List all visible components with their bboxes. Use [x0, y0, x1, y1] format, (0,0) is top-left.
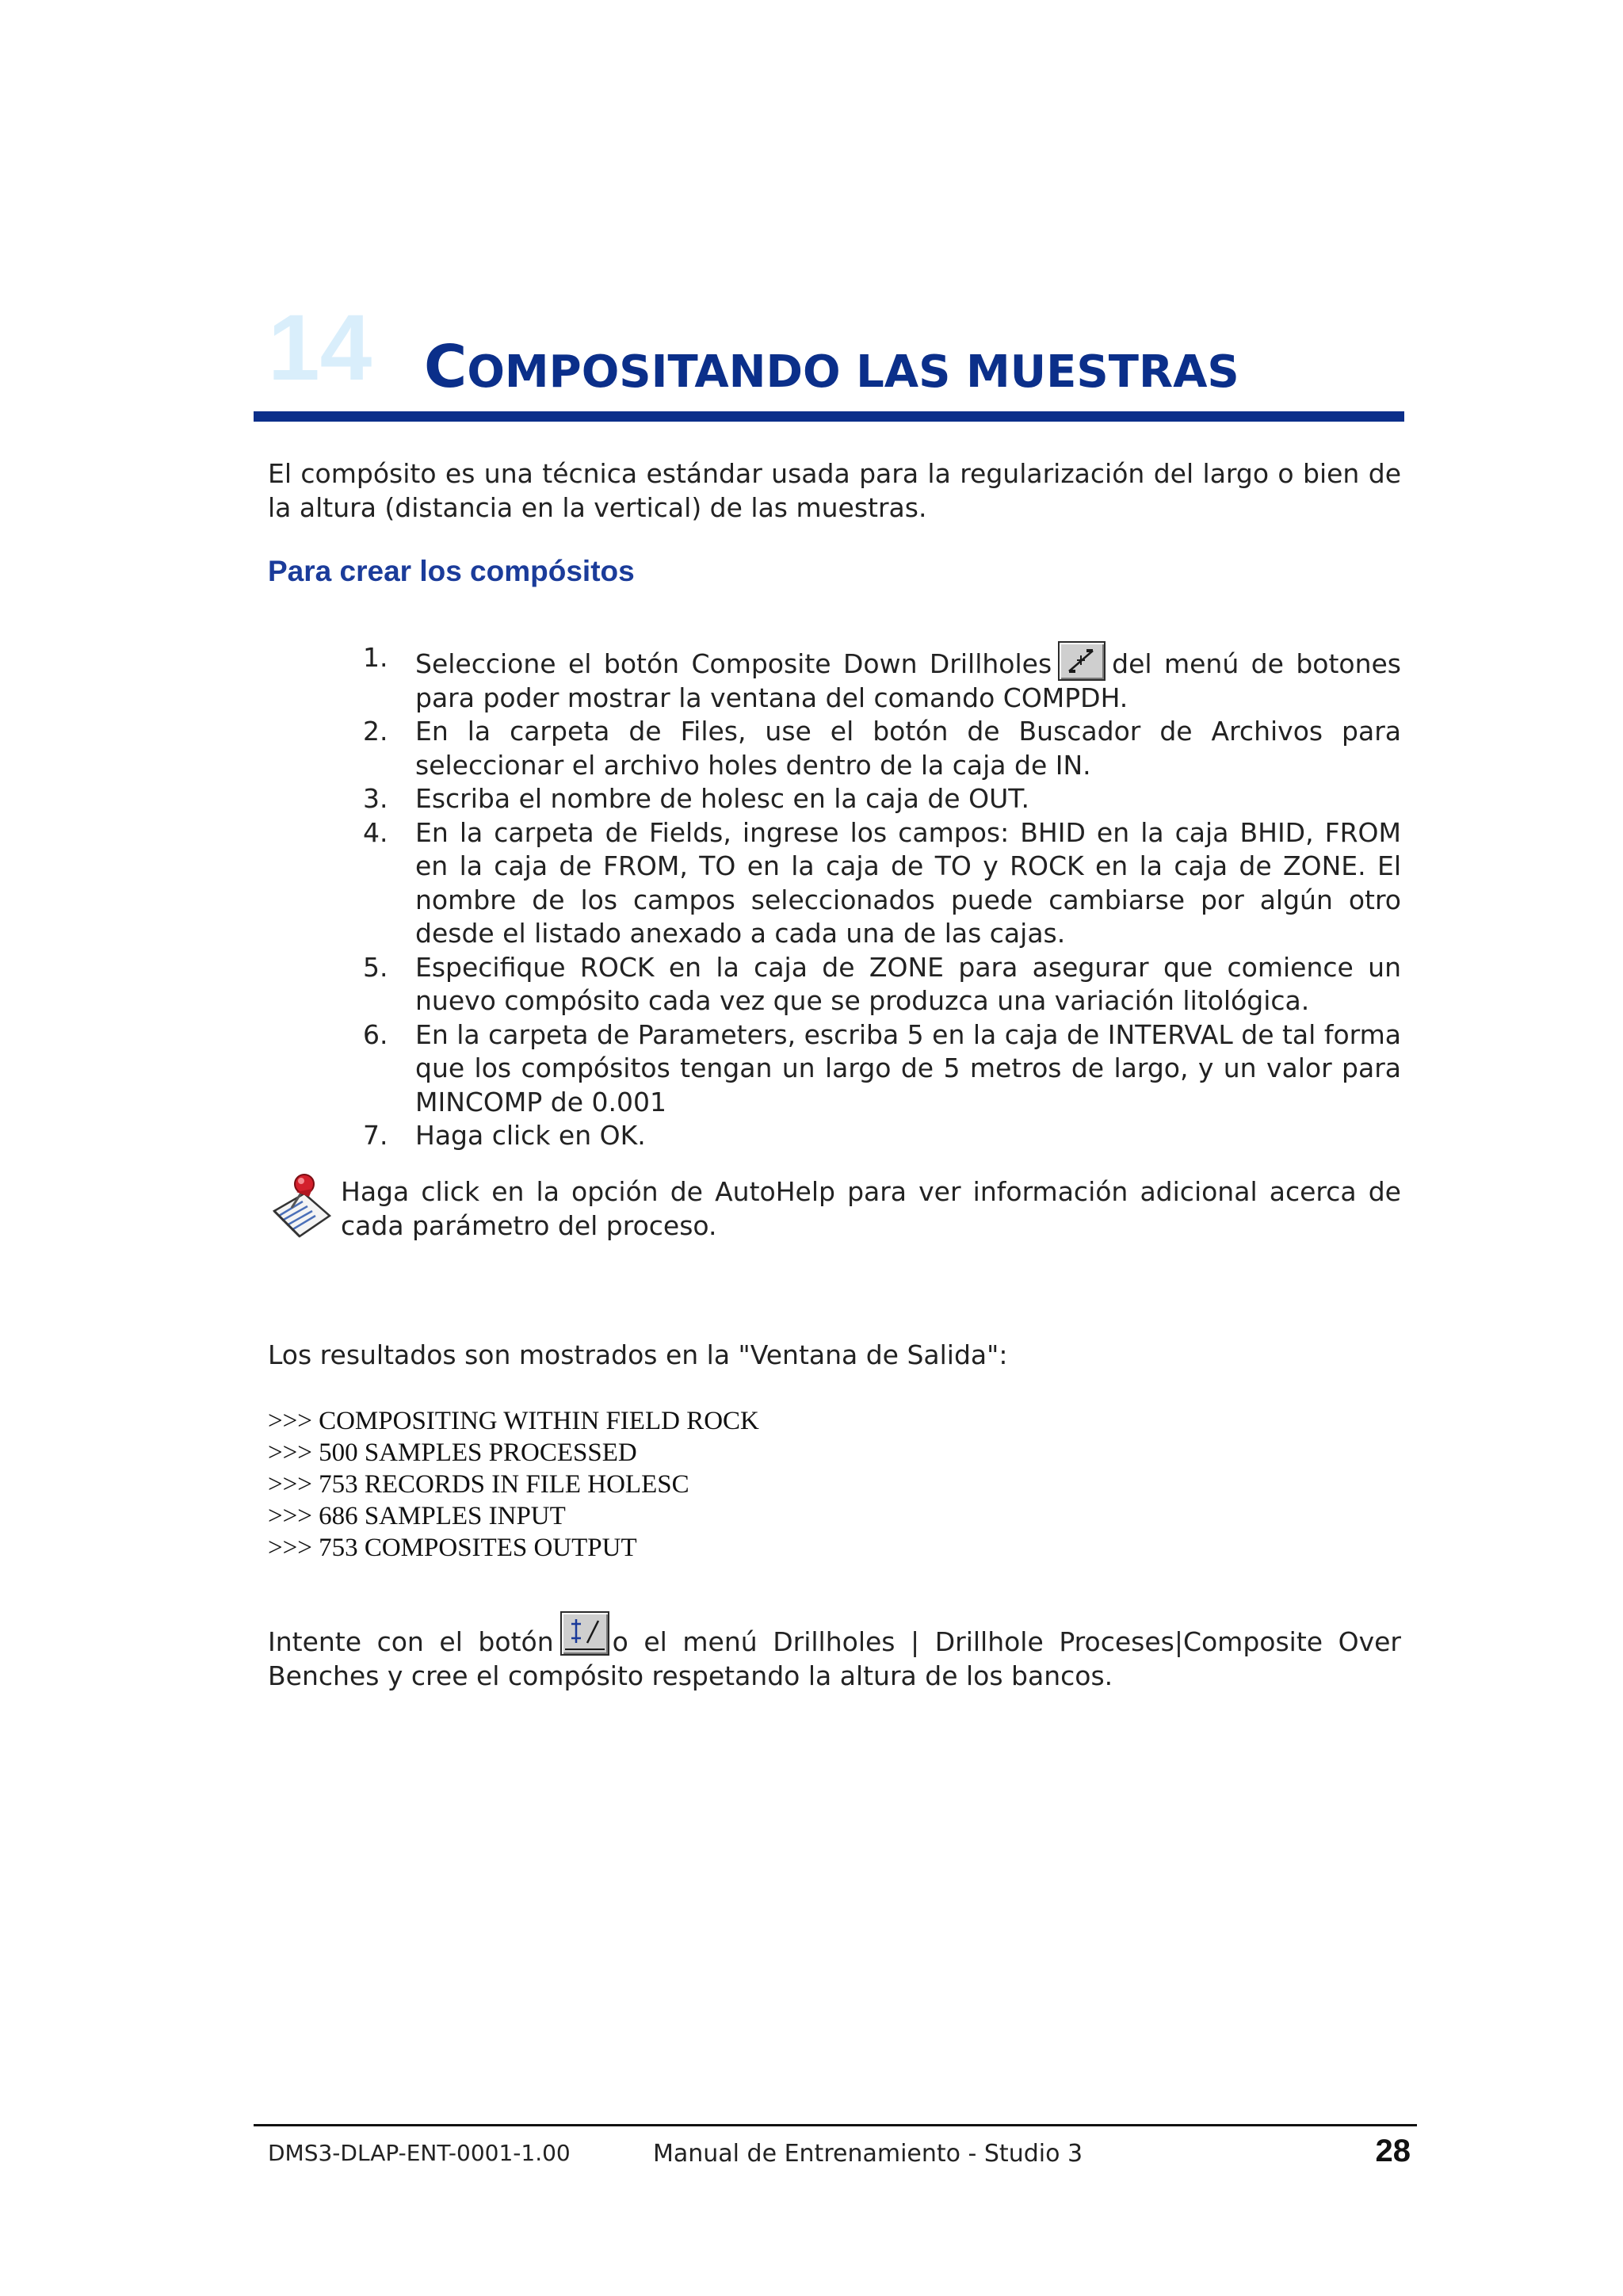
- footer-doc-code: DMS3-DLAP-ENT-0001-1.00: [268, 2140, 571, 2166]
- chapter-number: 14: [268, 296, 372, 400]
- step-number: 4.: [363, 816, 388, 848]
- page-number: 28: [1375, 2134, 1411, 2168]
- step-text: del menú de botones para poder mostrar la ventana del comando COMPDH.: [415, 648, 1402, 713]
- chapter-title-rest: OMPOSITANDO LAS MUESTRAS: [467, 346, 1239, 398]
- console-line: >>> 500 SAMPLES PROCESSED: [268, 1438, 637, 1467]
- step-item: [363, 816, 1401, 951]
- pushpin-note-icon: [268, 1170, 336, 1241]
- step-item: [363, 1018, 1401, 1120]
- step-number: 1.: [363, 642, 388, 673]
- console-line: >>> COMPOSITING WITHIN FIELD ROCK: [268, 1407, 759, 1435]
- composite-over-benches-icon: [560, 1611, 609, 1656]
- composite-down-drillholes-icon: [1058, 641, 1106, 681]
- step-text: Seleccione el botón Composite Down Drillholes: [415, 648, 1052, 679]
- try-text: Intente con el botón: [268, 1626, 554, 1657]
- console-line: >>> 753 RECORDS IN FILE HOLESC: [268, 1470, 689, 1499]
- step-number: 2.: [363, 716, 388, 747]
- footer-manual-title: Manual de Entrenamiento - Studio 3: [653, 2140, 1083, 2168]
- step-text: En la carpeta de Files, use el botón de Buscador de Archivos para seleccionar el archivo holes dentro de la caja de IN.: [415, 716, 1401, 781]
- title-rule: [254, 411, 1404, 422]
- footer-rule: [254, 2124, 1417, 2126]
- step-number: 7.: [363, 1120, 388, 1151]
- section-heading: Para crear los compósitos: [268, 555, 635, 587]
- try-text: o el menú Drillholes | Drillhole Proceses|Composite Over Benches y cree el compósito respetando la altura de los bancos.: [268, 1626, 1401, 1691]
- step-item: [363, 641, 1401, 715]
- step-item: [363, 715, 1401, 782]
- chapter-title-initial: C: [424, 333, 468, 401]
- step-item: [363, 951, 1401, 1018]
- step-number: 6.: [363, 1018, 388, 1050]
- step-item: [363, 782, 1401, 816]
- chapter-title: [424, 333, 1239, 401]
- step-number: 5.: [363, 951, 388, 983]
- try-paragraph: [268, 1611, 1401, 1693]
- console-output: [268, 1405, 759, 1564]
- console-line: >>> 686 SAMPLES INPUT: [268, 1502, 566, 1530]
- results-intro: Los resultados son mostrados en la "Ventana de Salida":: [268, 1339, 1008, 1370]
- step-item: [363, 1119, 1401, 1153]
- step-text: En la carpeta de Parameters, escriba 5 en la caja de INTERVAL de tal forma que los compósitos tengan un largo de 5 metros de largo, y un valor para MINCOMP de 0.001: [415, 1018, 1401, 1117]
- intro-paragraph: El compósito es una técnica estándar usada para la regularización del largo o bien de la altura (distancia en la vertical) de las muestras.: [268, 458, 1401, 523]
- steps-list: [363, 641, 1401, 1153]
- note-text: Haga click en la opción de AutoHelp para ver información adicional acerca de cada parámetro del proceso.: [341, 1176, 1401, 1241]
- step-text: Escriba el nombre de holesc en la caja de OUT.: [415, 783, 1029, 814]
- step-text: En la carpeta de Fields, ingrese los campos: BHID en la caja BHID, FROM en la caja de FROM, TO en la caja de TO y ROCK en la caja de ZONE. El nombre de los campos seleccionados puede cambiarse por algún otro desde el listado anexado a cada una de las cajas.: [415, 816, 1401, 949]
- step-text: Especifique ROCK en la caja de ZONE para asegurar que comience un nuevo compósito cada vez que se produzca una variación litológica.: [415, 951, 1401, 1016]
- step-text: Haga click en OK.: [415, 1120, 646, 1151]
- step-number: 3.: [363, 783, 388, 814]
- console-line: >>> 753 COMPOSITES OUTPUT: [268, 1534, 637, 1562]
